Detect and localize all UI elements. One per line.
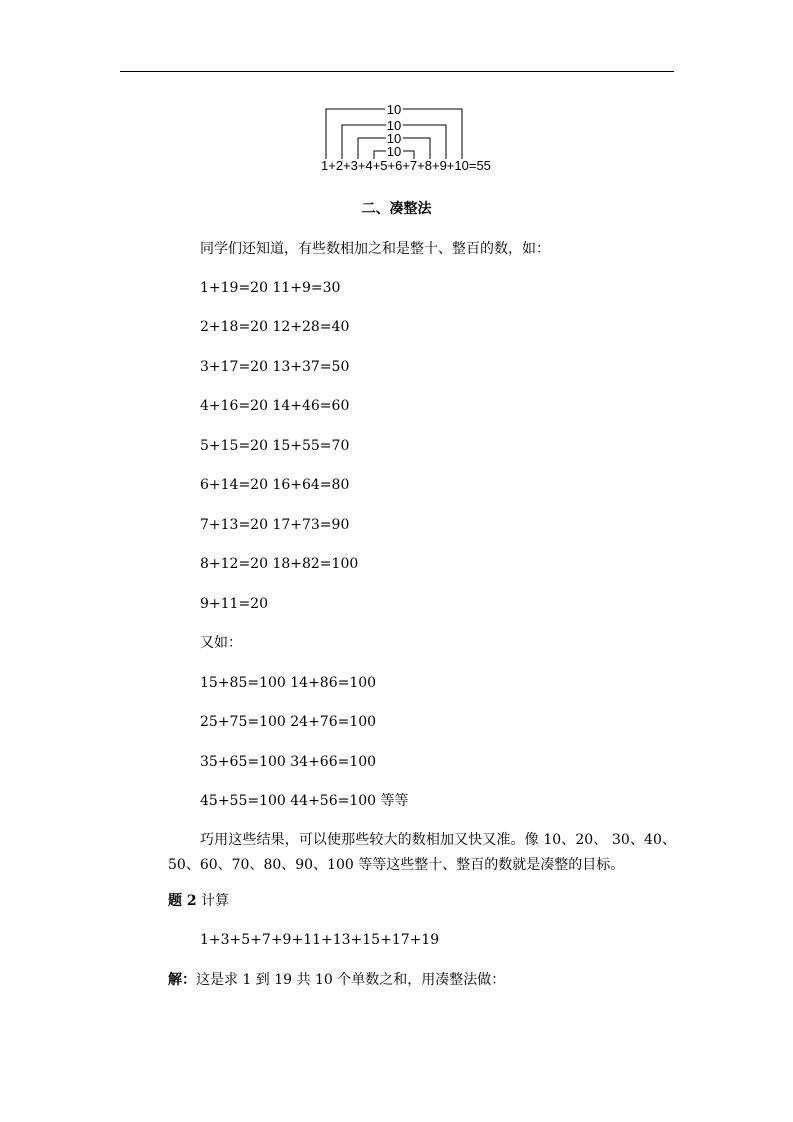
solution-label: 解： bbox=[168, 972, 196, 988]
example-line: 3+17=20 13+37=50 bbox=[200, 359, 350, 375]
diagram-equation: 1+2+3+4+5+6+7+8+9+10=55 bbox=[321, 158, 491, 173]
problem-expression: 1+3+5+7+9+11+13+15+17+19 bbox=[200, 932, 440, 948]
problem-heading bbox=[168, 891, 229, 911]
arc-label-4: 10 bbox=[386, 144, 402, 159]
example-line: 2+18=20 12+28=40 bbox=[200, 319, 350, 335]
more-example-line: 15+85=100 14+86=100 bbox=[200, 675, 377, 691]
problem-text: 计算 bbox=[196, 893, 230, 909]
example-line: 4+16=20 14+46=60 bbox=[200, 398, 350, 414]
example-line: 7+13=20 17+73=90 bbox=[200, 517, 350, 533]
more-example-line: 45+55=100 44+56=100 等等 bbox=[200, 793, 409, 809]
intro-text: 同学们还知道，有些数相加之和是整十、整百的数，如： bbox=[200, 241, 550, 257]
solution-line bbox=[168, 970, 505, 990]
example-line: 1+19=20 11+9=30 bbox=[200, 280, 341, 296]
solution-text: 这是求 1 到 19 共 10 个单数之和，用凑整法做： bbox=[196, 972, 506, 988]
pair-arc-2 bbox=[342, 125, 386, 159]
arc-label-1: 10 bbox=[386, 102, 402, 117]
example-line: 8+12=20 18+82=100 bbox=[200, 556, 359, 572]
more-example-line: 35+65=100 34+66=100 bbox=[200, 754, 377, 770]
pair-arc-2b bbox=[403, 125, 446, 159]
arc-label-2: 10 bbox=[386, 118, 402, 133]
section-title: 二、凑整法 bbox=[361, 201, 432, 217]
example-line: 6+14=20 16+64=80 bbox=[200, 477, 350, 493]
pair-arc-3b bbox=[403, 138, 430, 159]
explanation-paragraph: 巧用这些结果，可以使那些较大的数相加又快又准。像 10、20、 30、40、50、60、70、80、90、100 等等这些整十、整百的数就是凑整的目标。 bbox=[168, 832, 676, 873]
more-example-line: 25+75=100 24+76=100 bbox=[200, 714, 377, 730]
arc-label-3: 10 bbox=[386, 131, 402, 146]
pairing-diagram bbox=[0, 0, 793, 200]
example-line: 9+11=20 bbox=[200, 596, 268, 612]
pair-arc-3 bbox=[358, 138, 386, 159]
example-line: 5+15=20 15+55=70 bbox=[200, 438, 350, 454]
problem-label: 题 2 bbox=[168, 893, 197, 909]
also-label: 又如： bbox=[200, 635, 242, 651]
